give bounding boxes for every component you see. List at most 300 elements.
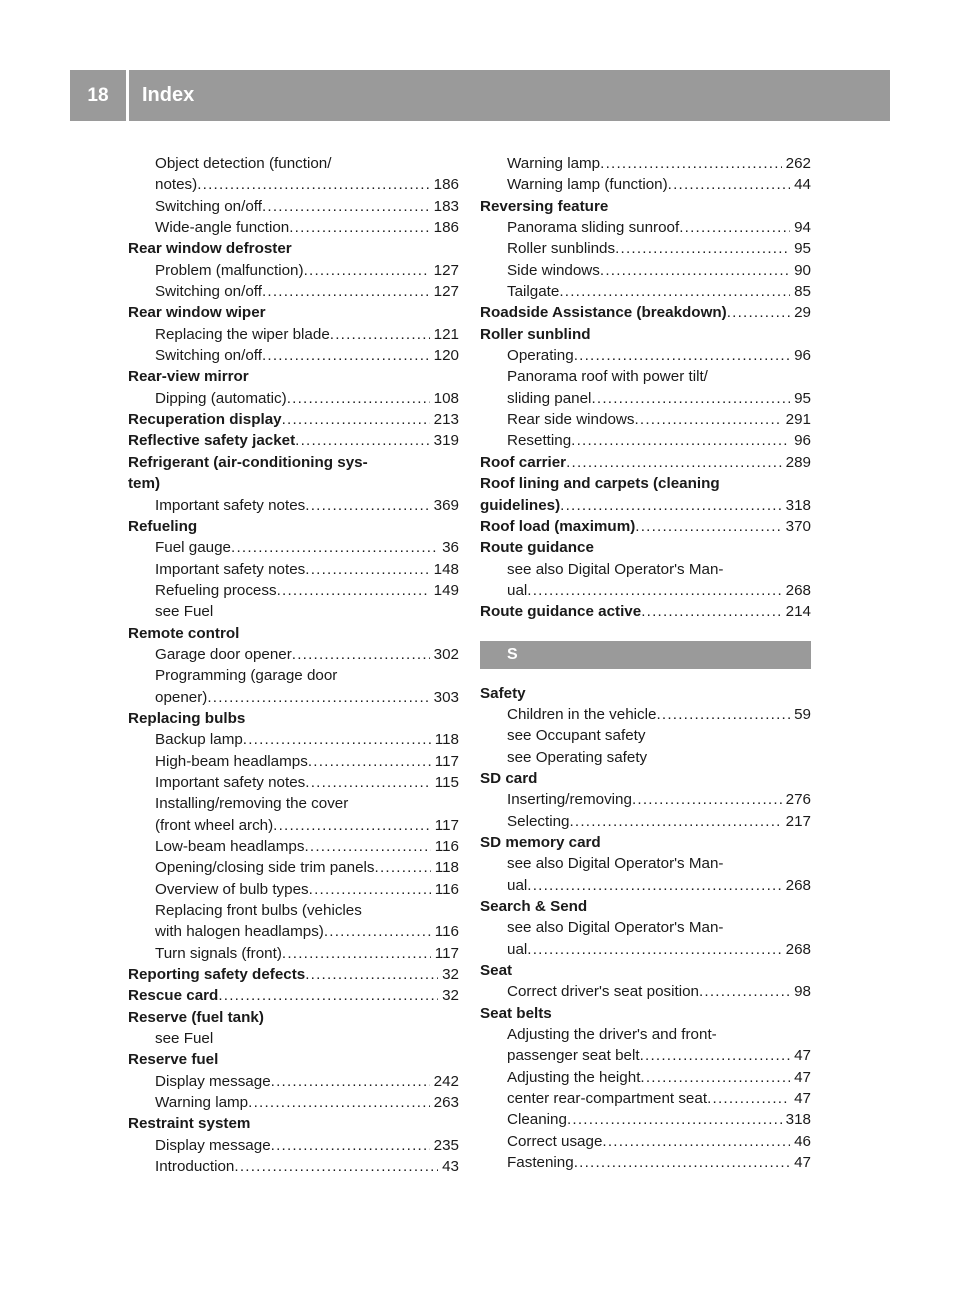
index-entry-text: Inserting/removing: [507, 791, 632, 809]
page-reference: 98: [794, 983, 811, 1001]
index-entry-text: with halogen headlamps): [155, 923, 324, 941]
page-reference: 47: [794, 1047, 811, 1065]
dot-leader: [656, 704, 790, 725]
index-entry-text: Adjusting the driver's and front-: [507, 1026, 717, 1044]
dot-leader: [262, 345, 430, 366]
index-subentry: [480, 409, 811, 430]
index-entry-text: sliding panel: [507, 389, 592, 407]
index-subentry: [128, 729, 459, 750]
page-reference: 268: [785, 876, 811, 894]
index-entry-text: Low-beam headlamps: [155, 838, 305, 855]
index-subentry: [128, 196, 459, 217]
index-letter-heading: S: [480, 641, 811, 669]
page-reference: 47: [794, 1068, 811, 1086]
page-reference: 44: [794, 176, 811, 194]
page-reference: 148: [433, 560, 459, 578]
index-entry-text: Overview of bulb types: [155, 880, 309, 898]
dot-leader: [602, 1131, 790, 1152]
index-entry-text: (front wheel arch): [155, 816, 274, 834]
dot-leader: [527, 939, 781, 960]
index-entry-text: Search & Send: [480, 898, 588, 915]
page-reference: 186: [433, 219, 459, 237]
dot-leader: [262, 196, 430, 217]
index-entry-text: center rear-compartment seat: [507, 1090, 708, 1108]
index-entry-heading: [480, 302, 811, 323]
index-entry-text: Switching on/off: [155, 283, 262, 301]
index-subentry: [128, 921, 459, 942]
index-entry-text: opener): [155, 688, 208, 706]
index-subentry: [480, 1131, 811, 1152]
dot-leader: [574, 1152, 790, 1173]
dot-leader: [567, 1109, 782, 1130]
page-reference: 318: [785, 496, 811, 514]
index-entry-heading: [128, 516, 459, 537]
index-entry-text: see Fuel: [155, 603, 214, 621]
index-subentry: [128, 559, 459, 580]
index-entry-heading: [128, 708, 459, 729]
index-entry-text: Rear window defroster: [128, 240, 292, 258]
index-entry-text: Seat belts: [480, 1004, 552, 1022]
index-entry-text: Safety: [480, 684, 526, 702]
index-entry-text: Turn signals (front): [155, 944, 282, 962]
index-entry-text: ual: [507, 876, 528, 894]
page-reference: 214: [785, 603, 811, 621]
index-entry-heading: [128, 430, 459, 451]
index-subentry: [480, 1152, 811, 1173]
page-reference: 95: [794, 240, 811, 258]
dot-leader: [305, 772, 431, 793]
index-subentry: [480, 153, 811, 174]
page-reference: 120: [433, 347, 459, 365]
index-subentry: [480, 875, 811, 896]
index-subentry: [480, 1045, 811, 1066]
index-entry-heading: [128, 366, 459, 387]
index-entry-text: Programming (garage door: [155, 667, 338, 685]
index-entry-text: Refueling process: [155, 581, 277, 599]
page-reference: 319: [433, 432, 459, 450]
index-entry-text: passenger seat belt: [507, 1047, 640, 1065]
dot-leader: [282, 943, 431, 964]
index-entry-text: Important safety notes: [155, 773, 306, 791]
dot-leader: [287, 388, 430, 409]
dot-leader: [641, 601, 781, 622]
index-subentry: [128, 345, 459, 366]
index-entry-text: Rear window wiper: [128, 304, 266, 322]
index-entry-text: Resetting: [507, 432, 572, 450]
index-entry-heading: [128, 238, 459, 259]
page-reference: 121: [433, 325, 459, 343]
page-reference: 115: [434, 773, 459, 791]
index-entry-heading: [128, 964, 459, 985]
index-subentry: [480, 366, 811, 387]
page-reference: 127: [433, 261, 459, 279]
index-entry-text: Correct usage: [507, 1132, 603, 1150]
index-subentry: [480, 345, 811, 366]
index-entry-text: Warning lamp: [155, 1094, 249, 1112]
index-subentry: [480, 559, 811, 580]
index-entry-heading: [480, 960, 811, 981]
index-subentry: [480, 1024, 811, 1045]
index-entry-text: Replacing bulbs: [128, 709, 246, 727]
page-reference: 302: [433, 645, 459, 663]
page-reference: 95: [794, 389, 811, 407]
index-entry-text: Children in the vehicle: [507, 705, 657, 723]
dot-leader: [707, 1088, 790, 1109]
index-subentry: [128, 665, 459, 686]
page-reference: 118: [434, 731, 459, 749]
index-subentry: [128, 580, 459, 601]
page-reference: 263: [433, 1094, 459, 1112]
page-reference: 116: [434, 880, 459, 898]
index-subentry: [128, 1028, 459, 1049]
dot-leader: [569, 811, 781, 832]
index-entry-text: Fastening: [507, 1154, 574, 1172]
dot-leader: [615, 238, 790, 259]
page-reference: 47: [794, 1154, 811, 1172]
dot-leader: [635, 516, 781, 537]
dot-leader: [305, 495, 429, 516]
index-entry-text: Operating: [507, 347, 574, 365]
dot-leader: [699, 981, 790, 1002]
index-entry-heading: [480, 473, 811, 494]
index-entry-text: Reflective safety jacket: [128, 432, 296, 450]
dot-leader: [243, 729, 431, 750]
page-reference: 46: [794, 1132, 811, 1150]
index-entry-heading: [480, 516, 811, 537]
index-entry-text: Installing/removing the cover: [155, 795, 349, 813]
index-entry-text: Switching on/off: [155, 347, 262, 365]
index-entry-text: Seat: [480, 962, 513, 980]
page-reference: 117: [434, 752, 459, 770]
index-entry-text: see Occupant safety: [507, 727, 646, 745]
dot-leader: [591, 388, 790, 409]
index-subentry: [128, 281, 459, 302]
page-reference: 94: [794, 219, 811, 237]
page-reference: 318: [785, 1111, 811, 1129]
page-reference: 289: [785, 453, 811, 471]
dot-leader: [571, 430, 790, 451]
index-entry-heading: [480, 452, 811, 473]
index-entry-text: Restraint system: [128, 1115, 251, 1133]
page-reference: 276: [785, 791, 811, 809]
index-subentry: [128, 1135, 459, 1156]
dot-leader: [600, 153, 782, 174]
index-subentry: [480, 1088, 811, 1109]
dot-leader: [527, 580, 781, 601]
dot-leader: [231, 537, 438, 558]
index-entry-heading: [480, 324, 811, 345]
index-entry-text: Important safety notes: [155, 560, 306, 578]
index-subentry: [480, 580, 811, 601]
index-entry-text: Display message: [155, 1136, 271, 1154]
index-entry-text: Opening/closing side trim panels: [155, 859, 375, 877]
index-entry-text: Side windows: [507, 261, 600, 279]
dot-leader: [218, 985, 438, 1006]
page-reference: 186: [433, 176, 459, 194]
index-entry-text: Replacing front bulbs (vehicles: [155, 902, 362, 920]
index-entry-text: Wide-angle function: [155, 219, 290, 237]
index-entry-heading: [128, 623, 459, 644]
page-reference: 47: [794, 1090, 811, 1108]
index-subentry: [480, 981, 811, 1002]
index-entry-text: see Fuel: [155, 1030, 214, 1048]
index-entry-text: Replacing the wiper blade: [155, 325, 330, 343]
index-entry-text: Reporting safety defects: [128, 966, 306, 984]
index-entry-heading: [480, 601, 811, 622]
header-divider: [126, 70, 129, 121]
dot-leader: [640, 1067, 790, 1088]
index-entry-heading: [128, 985, 459, 1006]
index-subentry: [128, 174, 459, 195]
index-subentry: [128, 815, 459, 836]
index-subentry: [128, 857, 459, 878]
index-subentry: [480, 217, 811, 238]
page-reference: 235: [433, 1136, 459, 1154]
index-subentry: [128, 388, 459, 409]
dot-leader: [308, 751, 431, 772]
page-reference: 59: [794, 705, 811, 723]
index-entry-text: Rear-view mirror: [128, 368, 249, 386]
dot-leader: [560, 495, 781, 516]
index-subentry: [128, 217, 459, 238]
index-subentry: [480, 853, 811, 874]
page-reference: 268: [785, 940, 811, 958]
index-subentry: [480, 281, 811, 302]
index-entry-heading: [128, 302, 459, 323]
index-entry-text: see Operating safety: [507, 748, 648, 766]
index-entry-text: SD card: [480, 769, 538, 787]
index-subentry: [480, 1109, 811, 1130]
index-entry-text: Cleaning: [507, 1111, 567, 1129]
dot-leader: [309, 879, 431, 900]
dot-leader: [600, 260, 790, 281]
page-reference: 149: [433, 581, 459, 599]
index-entry-text: Adjusting the height: [507, 1068, 641, 1086]
index-subentry: [480, 747, 811, 768]
index-entry-text: ual: [507, 581, 528, 599]
dot-leader: [574, 345, 790, 366]
dot-leader: [271, 1071, 430, 1092]
page-reference: 96: [794, 347, 811, 365]
page-reference: 32: [442, 987, 459, 1005]
index-subentry: [480, 917, 811, 938]
index-subentry: [480, 939, 811, 960]
dot-leader: [640, 1045, 791, 1066]
index-entry-text: Roof carrier: [480, 453, 567, 471]
index-entry-text: Recuperation display: [128, 411, 282, 429]
page-reference: 117: [434, 944, 459, 962]
page-reference: 116: [434, 923, 459, 941]
dot-leader: [305, 559, 429, 580]
index-subentry: [480, 174, 811, 195]
dot-leader: [295, 430, 429, 451]
index-subentry: [480, 1067, 811, 1088]
page-reference: 262: [785, 155, 811, 172]
index-subentry: [128, 943, 459, 964]
dot-leader: [277, 580, 430, 601]
dot-leader: [207, 687, 429, 708]
dot-leader: [375, 857, 431, 878]
index-entry-heading: [128, 409, 459, 430]
index-subentry: [480, 260, 811, 281]
dot-leader: [248, 1092, 430, 1113]
dot-leader: [273, 815, 431, 836]
index-entry-text: Route guidance active: [480, 603, 642, 621]
page-reference: 108: [433, 389, 459, 407]
dot-leader: [324, 921, 431, 942]
index-subentry: [128, 793, 459, 814]
page-reference: 116: [434, 838, 459, 855]
index-subentry: [128, 879, 459, 900]
index-entry-text: Refrigerant (air-conditioning sys-: [128, 453, 368, 471]
index-subentry: [128, 1156, 459, 1177]
index-subentry: [480, 430, 811, 451]
dot-leader: [305, 964, 438, 985]
index-entry-text: Reserve fuel: [128, 1051, 219, 1069]
index-entry-text: Dipping (automatic): [155, 389, 287, 407]
index-subentry: [480, 704, 811, 725]
index-subentry: [128, 1092, 459, 1113]
index-entry-text: Important safety notes: [155, 496, 306, 514]
index-subentry: [128, 772, 459, 793]
index-entry-text: Rear side windows: [507, 411, 635, 429]
page-reference: 213: [433, 411, 459, 429]
index-subentry: [128, 537, 459, 558]
page-reference: 29: [794, 304, 811, 322]
index-entry-text: Refueling: [128, 517, 198, 535]
page-reference: 90: [794, 261, 811, 279]
index-entry-heading: [480, 495, 811, 516]
dot-leader: [282, 409, 430, 430]
index-subentry: [128, 324, 459, 345]
dot-leader: [289, 217, 429, 238]
dot-leader: [304, 260, 430, 281]
index-entry-text: see also Digital Operator's Man-: [507, 919, 724, 937]
page-reference: 36: [442, 539, 459, 557]
index-entry-text: Route guidance: [480, 539, 594, 557]
index-subentry: [128, 495, 459, 516]
index-entry-text: Roller sunblinds: [507, 240, 616, 258]
dot-leader: [271, 1135, 430, 1156]
index-entry-text: Panorama roof with power tilt/: [507, 368, 708, 386]
index-entry-heading: [480, 683, 811, 704]
index-subentry: [128, 260, 459, 281]
page-reference: 291: [785, 411, 811, 429]
dot-leader: [262, 281, 430, 302]
page-reference: 370: [785, 517, 811, 535]
page-reference: 32: [442, 966, 459, 984]
index-entry-text: Remote control: [128, 624, 240, 642]
dot-leader: [292, 644, 430, 665]
index-column-right: [480, 153, 811, 1173]
section-title: Index: [142, 84, 195, 106]
index-entry-text: SD memory card: [480, 833, 601, 851]
index-subentry: [480, 238, 811, 259]
index-entry-heading: [128, 1007, 459, 1028]
index-entry-text: Introduction: [155, 1158, 235, 1176]
index-entry-heading: [480, 896, 811, 917]
index-entry-text: Warning lamp: [507, 155, 601, 172]
index-entry-text: guidelines): [480, 496, 561, 514]
index-entry-text: Roller sunblind: [480, 325, 591, 343]
index-entry-heading: [480, 1003, 811, 1024]
page-reference: 268: [785, 581, 811, 599]
dot-leader: [727, 302, 790, 323]
dot-leader: [632, 789, 782, 810]
index-entry-heading: [128, 452, 459, 473]
index-entry-heading: [480, 196, 811, 217]
index-entry-text: Panorama sliding sunroof: [507, 219, 680, 237]
page-reference: 85: [794, 283, 811, 301]
index-subentry: [480, 388, 811, 409]
index-entry-text: Reversing feature: [480, 197, 609, 215]
index-subentry: [480, 725, 811, 746]
index-entry-text: Object detection (function/: [155, 155, 332, 172]
page-reference: 183: [433, 197, 459, 215]
page-reference: 118: [434, 859, 459, 877]
index-entry-text: notes): [155, 176, 198, 194]
index-entry-text: Garage door opener: [155, 645, 292, 663]
index-entry-text: Fuel gauge: [155, 539, 231, 557]
dot-leader: [234, 1156, 438, 1177]
dot-leader: [330, 324, 430, 345]
index-entry-text: Backup lamp: [155, 731, 243, 749]
index-subentry: [128, 687, 459, 708]
index-entry-text: ual: [507, 940, 528, 958]
index-subentry: [128, 900, 459, 921]
index-entry-text: Rescue card: [128, 987, 219, 1005]
index-subentry: [128, 836, 459, 857]
dot-leader: [668, 174, 790, 195]
page-reference: 242: [433, 1072, 459, 1090]
index-entry-text: Warning lamp (function): [507, 176, 668, 194]
dot-leader: [634, 409, 781, 430]
index-entry-text: Correct driver's seat position: [507, 983, 699, 1001]
index-entry-heading: [480, 832, 811, 853]
index-subentry: [128, 153, 459, 174]
index-subentry: [128, 751, 459, 772]
index-entry-text: Roof load (maximum): [480, 517, 636, 535]
dot-leader: [527, 875, 781, 896]
index-entry-heading: [128, 473, 459, 494]
dot-leader: [566, 452, 782, 473]
index-entry-heading: [480, 768, 811, 789]
page-reference: 96: [794, 432, 811, 450]
page-reference: 43: [442, 1158, 459, 1176]
index-entry-heading: [480, 537, 811, 558]
index-entry-text: tem): [128, 475, 161, 493]
index-entry-text: Selecting: [507, 812, 570, 830]
page-number: 18: [87, 84, 109, 106]
index-subentry: [480, 789, 811, 810]
index-entry-text: Switching on/off: [155, 197, 262, 215]
page-reference: 369: [433, 496, 459, 514]
index-entry-heading: [128, 1113, 459, 1134]
index-entry-heading: [128, 1049, 459, 1070]
index-subentry: [128, 601, 459, 622]
index-entry-text: see also Digital Operator's Man-: [507, 560, 724, 578]
page-reference: 303: [433, 688, 459, 706]
page-reference: 117: [434, 816, 459, 834]
index-entry-text: Display message: [155, 1072, 271, 1090]
index-entry-text: see also Digital Operator's Man-: [507, 855, 724, 873]
index-entry-text: Roof lining and carpets (cleaning: [480, 475, 720, 493]
index-entry-text: Roadside Assistance (breakdown): [480, 304, 727, 322]
index-entry-text: Problem (malfunction): [155, 261, 304, 279]
dot-leader: [679, 217, 790, 238]
dot-leader: [559, 281, 790, 302]
page-header: [70, 70, 890, 121]
